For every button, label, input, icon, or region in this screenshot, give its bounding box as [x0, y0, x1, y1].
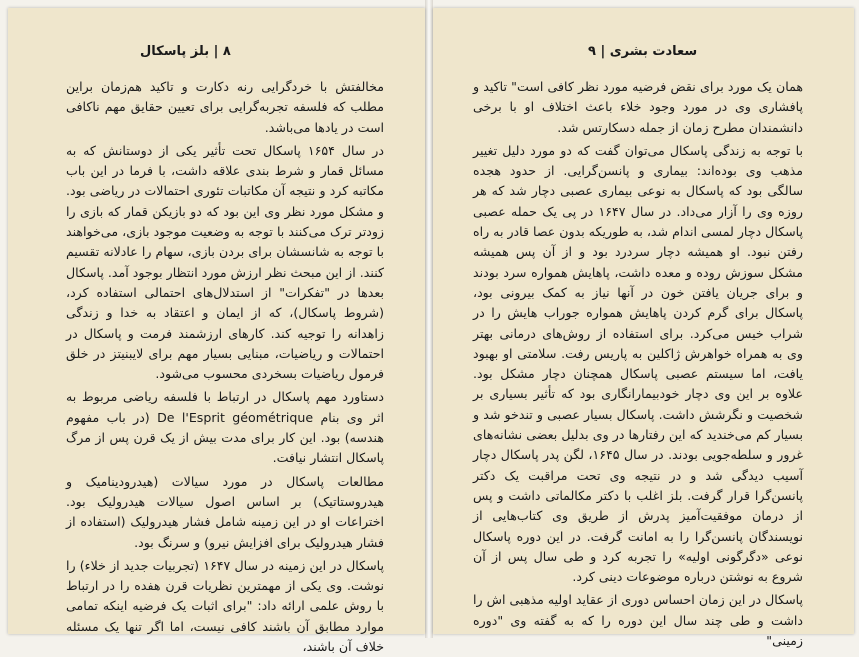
paragraph: همان یک مورد برای نقض فرضیه مورد نظر کافی است" تاکید و پافشاری وی در مورد وجود خلاء باعث اختلاف او با برخی دانشمندان مطرح زمان از جمله دسکارتس شد.: [473, 79, 803, 135]
paragraph: با توجه به زندگی پاسکال می‌توان گفت که دو مورد دلیل تغییر مذهب وی بوده‌اند: بیماری و پانسن‌گرایی. از حدود هجده سالگی بود که پاسکال به نوعی بیماری عصبی دچار شد که هر روزه وی را آزار می‌داد. در سال ۱۶۴۷ در پی یک حمله عصبی پاسکال دچار لمسی اندام شد، به طوریکه بدون عصا قادر به راه رفتن نبود. او همیشه دچار سردرد بود و از آن پس همیشه مشکل سوزش روده و معده داشت، پاهایش همواره سرد بودند و برای جریان یافتن خون در آنها نیاز به کمک بیرونی بود، پاسکال برای گرم کردن پاهایش همواره جوراب هایش را در شراب خیس می‌کرد. برای استفاده از روش‌های درمانی بهتر وی به همراه خواهرش ژاکلین به پاریس رفت. سلامتی او بهبود یافت، اما سیستم عصبی پاسکال همچنان دچار مشکل بود. علاوه بر این وی دچار خودبیمارانگاری بود که تأثیر بسیاری بر شخصیت و نگرشش داشت. پاسکال بسیار عصبی و تندخو شد و بسیار کم می‌خندید که این رفتارها در وی بدلیل بعضی نشانه‌های غرور و سلطه‌جویی بودند. در سال ۱۶۴۵، لگن پدر پاسکال دچار آسیب دیدگی شد و در نتیجه وی تحت مراقبت یک دکتر پانسن‌گرا قرار گرفت. بلز اغلب با دکتر مکالماتی داشت و پس از درمان موفقیت‌آمیز پدرش از طریق وی کتاب‌هایی از نویسندگان پانسن‌گرا را به امانت گرفت. در این دوره پاسکال نوعی «دگرگونی اولیه» را تجربه کرد و طی سال پس از آن شروع به نوشتن درباره موضوعات دینی کرد.: [473, 142, 803, 585]
paragraph: پاسکال در این زمینه در سال ۱۶۴۷ (تجربیات جدید از خلاء) را نوشت. وی یکی از مهمترین نظریات قرن هفده را در ارتباط با روش علمی ارائه داد: "برای اثبات یک فرضیه اینکه تمامی موارد مطابق آن باشند کافی نیست، اما اگر تنها یک مسئله خلاف آن باشند،: [66, 557, 384, 655]
paragraph-text: دستاورد مهم پاسکال در ارتباط با فلسفه ریاضی مربوط به اثر وی بنام: [66, 389, 384, 425]
left-page-header: ۸ | بلز پاسکال: [140, 44, 231, 59]
left-page-body: [66, 77, 384, 657]
right-page-body: [473, 77, 803, 651]
paragraph-text: (در باب مفهوم هندسه) بود. این کار برای مدت بیش از یک قرن پس از مرگ پاسکال انتشار نیافت.: [66, 409, 384, 466]
right-page: [433, 8, 854, 649]
paragraph: پاسکال در این زمان احساس دوری از عقاید اولیه مذهبی اش را داشت و طی چند سال این دوره را که به گفته وی "دوره زمینی": [473, 592, 803, 649]
left-page: [8, 8, 425, 655]
paragraph: مطالعات پاسکال در مورد سیالات (هیدرودینامیک و هیدروستاتیک) بر اساس اصول سیالات هیدرولیک بود. اختراعات او در این زمینه شامل فشار هیدرولیک (استفاده از فشار هیدرولیک برای افزایش نیرو) و سرنگ بود.: [66, 473, 384, 550]
paragraph: [66, 387, 384, 468]
paragraph: مخالفتش با خردگرایی رنه دکارت و تاکید هم‌زمان براین مطلب که فلسفه تجربه‌گرایی برای تعیین حقایق مهم ناکافی است در یادها می‌باشد.: [66, 79, 384, 135]
latin-title: De l'Esprit géométrique: [157, 409, 314, 425]
book-gutter: [425, 0, 433, 638]
paragraph: در سال ۱۶۵۴ پاسکال تحت تأثیر یکی از دوستانش که به مسائل قمار و شرط بندی علاقه داشت، با فرما در این باب مکاتبه کرد و نتیجه آن مکاتبات تئوری احتمالات در ریاضی بود. و مشکل مورد نظر وی این بود که دو بازیکن قمار که بازی را زودتر ترک می‌کنند با توجه به وضعیت موجود بازی، می‌خواهند با توجه به شانسشان برای بردن بازی، سهام را عادلانه تقسیم کنند. از این مبحث نظر ارزش مورد انتظار بوجود آمد. پاسکال بعدها در "تفکرات" از استدلال‌های احتمالی استفاده کرد، (شروط پاسکال)، که از ایمان و اعتقاد به خدا و زندگی زاهدانه را توجیه کند. کارهای ارزشمند فرمت و پاسکال در احتمالات و ریاضیات، مبنایی بسیار مهم برای لایبنیتز در خلق فرمول ریاضیات بسخردی محسوب می‌شود.: [66, 142, 384, 382]
right-page-header: سعادت بشری | ۹: [588, 44, 698, 59]
